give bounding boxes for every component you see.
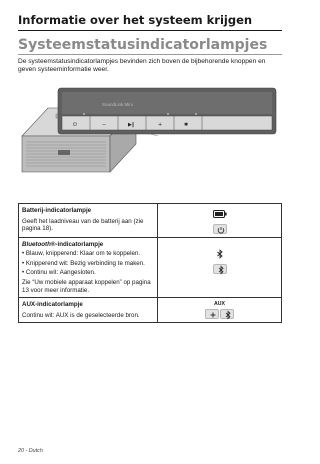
speaker-illustration xyxy=(18,86,282,192)
bluetooth-note: Zie “Uw mobiele apparaat koppelen” op pagina 13 voor meer informatie. xyxy=(22,278,151,294)
aux-text: Continu wit: AUX is de geselecteerde bron. xyxy=(22,311,140,319)
battery-description xyxy=(19,204,158,238)
page-footer: 20 - Dutch xyxy=(18,448,43,454)
aux-icons xyxy=(158,298,282,323)
heading-rule xyxy=(18,54,282,55)
status-table xyxy=(18,203,282,323)
list-item: • Knipperend wit: Bezig verbinding te maken. xyxy=(22,259,145,267)
aux-description xyxy=(19,298,158,323)
plus-icon xyxy=(205,309,219,319)
section-title: Informatie over het systeem krijgen xyxy=(18,13,253,27)
battery-text: Geeft het laadniveau van de batterij aan (zie pagina 18). xyxy=(22,217,144,233)
list-item: • Blauw, knipperend: Klaar om te koppelen. xyxy=(22,250,141,258)
bluetooth-icon xyxy=(213,264,227,274)
svg-text:✱: ✱ xyxy=(184,122,189,128)
table-row xyxy=(19,237,282,298)
power-icon xyxy=(213,224,227,234)
bluetooth-icons xyxy=(158,237,282,298)
svg-text:⏻: ⏻ xyxy=(73,122,77,128)
svg-text:▶︎‖: ▶︎‖ xyxy=(128,122,135,128)
aux-label: AUX xyxy=(214,301,225,308)
aux-title: AUX-indicatorlampje xyxy=(22,301,83,309)
table-row xyxy=(19,298,282,323)
battery-icons xyxy=(158,204,282,238)
section-rule xyxy=(18,30,282,31)
intro-paragraph: De systeemstatusindicatorlampjes bevinden zich boven de bijbehorende knoppen en geven systeeminformatie weer. xyxy=(18,58,266,74)
battery-icon xyxy=(213,210,227,218)
list-item: • Continu wit: Aangesloten. xyxy=(22,269,96,277)
svg-text:+: + xyxy=(158,122,163,128)
bluetooth-icon xyxy=(216,249,224,259)
table-row xyxy=(19,204,282,238)
battery-title: Batterij-indicatorlampje xyxy=(22,207,92,214)
brand-label: SoundLink Mini xyxy=(102,102,133,107)
page-heading: Systeemstatusindicatorlampjes xyxy=(18,37,268,53)
bluetooth-title: Bluetooth®-indicatorlampje xyxy=(22,240,104,248)
bluetooth-description xyxy=(19,237,158,298)
bluetooth-icon xyxy=(220,309,234,319)
svg-text:−: − xyxy=(102,122,107,128)
